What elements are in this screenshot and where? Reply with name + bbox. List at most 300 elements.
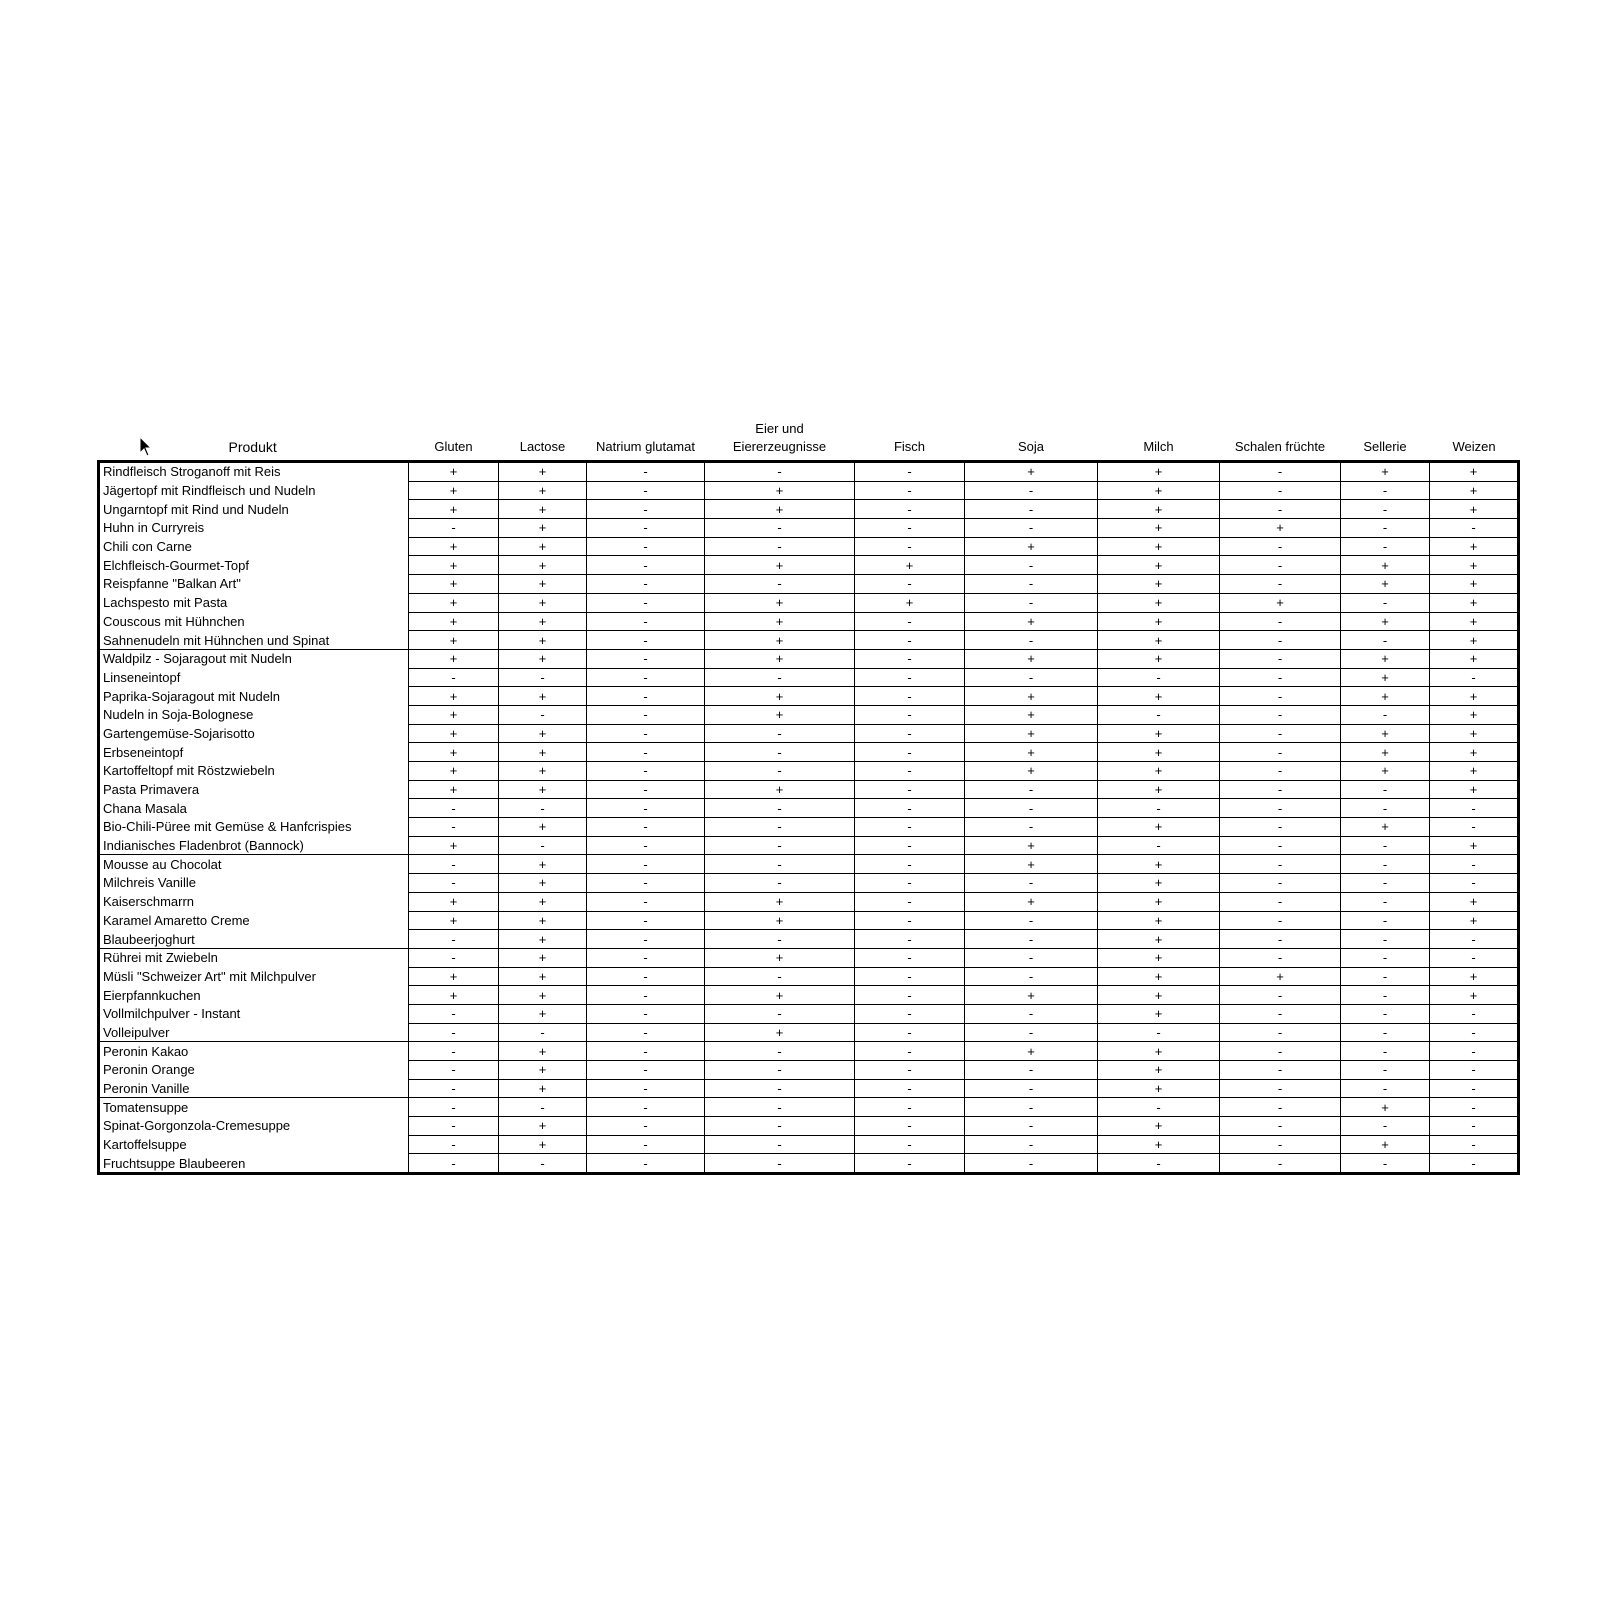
table-row — [99, 500, 1519, 519]
allergen-mark-cell: - — [705, 537, 855, 556]
product-name-cell: Lachspesto mit Pasta — [99, 593, 409, 612]
allergen-mark-cell: - — [587, 537, 705, 556]
product-name-cell: Couscous mit Hühnchen — [99, 612, 409, 631]
allergen-mark-cell: + — [499, 1042, 587, 1061]
allergen-mark-cell: - — [587, 612, 705, 631]
allergen-mark-cell: + — [1098, 930, 1220, 949]
table-row — [99, 967, 1519, 986]
allergen-mark-cell: + — [499, 500, 587, 519]
allergen-mark-cell: - — [1341, 948, 1430, 967]
header-row — [99, 420, 1519, 462]
allergen-mark-cell: - — [965, 1135, 1098, 1154]
table-row — [99, 1004, 1519, 1023]
table-row — [99, 930, 1519, 949]
allergen-mark-cell: - — [499, 1154, 587, 1174]
allergen-mark-cell: - — [587, 1023, 705, 1042]
allergen-mark-cell: + — [499, 481, 587, 500]
allergen-mark-cell: - — [705, 874, 855, 893]
allergen-mark-cell: + — [965, 836, 1098, 855]
allergen-mark-cell: - — [499, 799, 587, 818]
allergen-mark-cell: + — [965, 743, 1098, 762]
allergen-mark-cell: - — [1220, 1004, 1341, 1023]
allergen-mark-cell: + — [409, 892, 499, 911]
table-row — [99, 1135, 1519, 1154]
allergen-mark-cell: + — [1430, 612, 1519, 631]
allergen-mark-cell: - — [587, 967, 705, 986]
table-row — [99, 1042, 1519, 1061]
allergen-mark-cell: + — [499, 575, 587, 594]
allergen-mark-cell: + — [705, 1023, 855, 1042]
allergen-mark-cell: - — [587, 930, 705, 949]
allergen-mark-cell: - — [1098, 668, 1220, 687]
allergen-mark-cell: - — [1220, 762, 1341, 781]
allergen-mark-cell: + — [1098, 612, 1220, 631]
allergen-mark-cell: - — [1220, 1079, 1341, 1098]
allergen-mark-cell: + — [409, 967, 499, 986]
allergen-mark-cell: - — [587, 874, 705, 893]
allergen-mark-cell: - — [409, 948, 499, 967]
table-row — [99, 1023, 1519, 1042]
allergen-mark-cell: + — [1341, 462, 1430, 482]
allergen-mark-cell: + — [1098, 593, 1220, 612]
allergen-mark-cell: - — [587, 593, 705, 612]
allergen-mark-cell: + — [409, 724, 499, 743]
table-row — [99, 948, 1519, 967]
allergen-mark-cell: - — [1341, 1004, 1430, 1023]
allergen-mark-cell: - — [855, 631, 965, 650]
allergen-mark-cell: - — [587, 818, 705, 837]
allergen-mark-cell: + — [409, 649, 499, 668]
allergen-mark-cell: - — [855, 668, 965, 687]
allergen-mark-cell: - — [409, 668, 499, 687]
table-row — [99, 631, 1519, 650]
product-name-cell: Sahnenudeln mit Hühnchen und Spinat — [99, 631, 409, 650]
allergen-mark-cell: + — [1220, 593, 1341, 612]
product-name-cell: Kaiserschmarrn — [99, 892, 409, 911]
allergen-mark-cell: + — [1098, 911, 1220, 930]
allergen-mark-cell: - — [409, 1098, 499, 1117]
allergen-mark-cell: + — [409, 986, 499, 1005]
allergen-mark-cell: - — [855, 705, 965, 724]
allergen-mark-cell: - — [855, 575, 965, 594]
allergen-mark-cell: + — [1098, 1042, 1220, 1061]
allergen-mark-cell: - — [1430, 1061, 1519, 1080]
allergen-mark-cell: - — [1220, 481, 1341, 500]
allergen-mark-cell: + — [1220, 967, 1341, 986]
allergen-mark-cell: + — [409, 762, 499, 781]
allergen-mark-cell: + — [1098, 986, 1220, 1005]
column-header-lactose: Lactose — [519, 439, 566, 454]
allergen-mark-cell: + — [705, 986, 855, 1005]
allergen-mark-cell: + — [965, 1042, 1098, 1061]
allergen-mark-cell: + — [965, 462, 1098, 482]
allergen-mark-cell: - — [1220, 986, 1341, 1005]
allergen-mark-cell: + — [1098, 762, 1220, 781]
allergen-mark-cell: + — [1341, 1135, 1430, 1154]
allergen-mark-cell: - — [1341, 705, 1430, 724]
allergen-mark-cell: - — [1341, 537, 1430, 556]
allergen-mark-cell: - — [1341, 874, 1430, 893]
allergen-mark-cell: - — [1341, 593, 1430, 612]
allergen-mark-cell: - — [705, 967, 855, 986]
allergen-mark-cell: - — [499, 1098, 587, 1117]
allergen-mark-cell: - — [1220, 911, 1341, 930]
allergen-mark-cell: - — [855, 724, 965, 743]
allergen-mark-cell: + — [1098, 743, 1220, 762]
allergen-mark-cell: - — [855, 743, 965, 762]
allergen-mark-cell: + — [1220, 519, 1341, 538]
allergen-mark-cell: - — [705, 1042, 855, 1061]
allergen-mark-cell: - — [1220, 1135, 1341, 1154]
allergen-mark-cell: - — [1341, 1079, 1430, 1098]
allergen-mark-cell: - — [1341, 911, 1430, 930]
allergen-mark-cell: - — [1430, 1004, 1519, 1023]
allergen-mark-cell: - — [587, 1004, 705, 1023]
table-row — [99, 986, 1519, 1005]
allergen-mark-cell: - — [587, 948, 705, 967]
allergen-mark-cell: + — [499, 519, 587, 538]
allergen-mark-cell: - — [965, 780, 1098, 799]
allergen-mark-cell: + — [409, 593, 499, 612]
allergen-mark-cell: + — [1430, 724, 1519, 743]
allergen-mark-cell: - — [587, 1117, 705, 1136]
allergen-mark-cell: + — [499, 1004, 587, 1023]
allergen-mark-cell: - — [409, 818, 499, 837]
product-name-cell: Kartoffelsuppe — [99, 1135, 409, 1154]
allergen-mark-cell: + — [409, 836, 499, 855]
allergen-mark-cell: - — [1220, 799, 1341, 818]
allergen-mark-cell: - — [1220, 1061, 1341, 1080]
allergen-mark-cell: - — [409, 799, 499, 818]
allergen-mark-cell: - — [1430, 668, 1519, 687]
allergen-mark-cell: + — [1098, 631, 1220, 650]
allergen-mark-cell: - — [705, 1004, 855, 1023]
allergen-mark-cell: - — [1220, 556, 1341, 575]
product-name-cell: Karamel Amaretto Creme — [99, 911, 409, 930]
allergen-mark-cell: - — [1220, 462, 1341, 482]
table-row — [99, 668, 1519, 687]
allergen-mark-cell: - — [705, 1061, 855, 1080]
table-row — [99, 1154, 1519, 1174]
allergen-mark-cell: - — [409, 1023, 499, 1042]
allergen-mark-cell: - — [965, 668, 1098, 687]
allergen-mark-cell: - — [1341, 855, 1430, 874]
allergen-mark-cell: - — [1430, 1042, 1519, 1061]
allergen-mark-cell: + — [1341, 762, 1430, 781]
allergen-mark-cell: + — [1430, 649, 1519, 668]
allergen-mark-cell: - — [965, 818, 1098, 837]
allergen-mark-cell: + — [499, 462, 587, 482]
allergen-mark-cell: - — [587, 687, 705, 706]
allergen-mark-cell: + — [1341, 1098, 1430, 1117]
allergen-mark-cell: + — [1430, 892, 1519, 911]
allergen-mark-cell: - — [1341, 892, 1430, 911]
allergen-mark-cell: - — [855, 818, 965, 837]
allergen-mark-cell: + — [705, 649, 855, 668]
allergen-mark-cell: - — [965, 799, 1098, 818]
allergen-mark-cell: + — [1430, 911, 1519, 930]
allergen-mark-cell: + — [1098, 500, 1220, 519]
allergen-mark-cell: - — [965, 967, 1098, 986]
allergen-mark-cell: - — [705, 762, 855, 781]
allergen-mark-cell: - — [587, 1042, 705, 1061]
allergen-mark-cell: - — [705, 1098, 855, 1117]
allergen-mark-cell: - — [855, 462, 965, 482]
allergen-mark-cell: + — [499, 1079, 587, 1098]
allergen-mark-cell: - — [855, 1079, 965, 1098]
allergen-mark-cell: - — [855, 649, 965, 668]
table-row — [99, 724, 1519, 743]
allergen-mark-cell: - — [965, 1079, 1098, 1098]
allergen-sheet — [97, 420, 1517, 1175]
column-header-schalenfruechte: Schalen früchte — [1234, 439, 1326, 454]
product-name-cell: Kartoffeltopf mit Röstzwiebeln — [99, 762, 409, 781]
allergen-mark-cell: + — [409, 780, 499, 799]
allergen-mark-cell: - — [587, 1154, 705, 1174]
allergen-mark-cell: + — [965, 762, 1098, 781]
allergen-mark-cell: + — [409, 537, 499, 556]
allergen-mark-cell: + — [1098, 724, 1220, 743]
allergen-mark-cell: - — [965, 593, 1098, 612]
allergen-mark-cell: - — [855, 1135, 965, 1154]
allergen-mark-cell: + — [1341, 612, 1430, 631]
allergen-mark-cell: - — [1341, 799, 1430, 818]
allergen-mark-cell: + — [409, 500, 499, 519]
allergen-mark-cell: - — [965, 930, 1098, 949]
table-row — [99, 874, 1519, 893]
allergen-mark-cell: + — [409, 911, 499, 930]
table-row — [99, 687, 1519, 706]
table-body — [99, 462, 1519, 1174]
allergen-mark-cell: - — [1341, 500, 1430, 519]
allergen-mark-cell: + — [1341, 649, 1430, 668]
allergen-mark-cell: + — [1341, 818, 1430, 837]
table-row — [99, 818, 1519, 837]
allergen-mark-cell: - — [409, 930, 499, 949]
allergen-mark-cell: - — [855, 519, 965, 538]
allergen-mark-cell: + — [1098, 1135, 1220, 1154]
allergen-mark-cell: + — [965, 537, 1098, 556]
allergen-mark-cell: - — [855, 948, 965, 967]
product-name-cell: Chana Masala — [99, 799, 409, 818]
allergen-mark-cell: + — [1430, 593, 1519, 612]
allergen-mark-cell: - — [965, 481, 1098, 500]
allergen-mark-cell: + — [965, 855, 1098, 874]
allergen-mark-cell: + — [1341, 743, 1430, 762]
allergen-mark-cell: + — [965, 612, 1098, 631]
allergen-mark-cell: - — [1430, 948, 1519, 967]
allergen-mark-cell: + — [499, 649, 587, 668]
allergen-mark-cell: + — [1098, 556, 1220, 575]
table-row — [99, 537, 1519, 556]
allergen-mark-cell: + — [1430, 556, 1519, 575]
allergen-mark-cell: + — [499, 967, 587, 986]
allergen-mark-cell: + — [409, 631, 499, 650]
allergen-mark-cell: - — [1220, 1023, 1341, 1042]
allergen-mark-cell: + — [499, 948, 587, 967]
allergen-mark-cell: - — [587, 556, 705, 575]
allergen-mark-cell: + — [1098, 1061, 1220, 1080]
allergen-mark-cell: + — [1430, 500, 1519, 519]
allergen-mark-cell: - — [1430, 1135, 1519, 1154]
allergen-mark-cell: + — [409, 462, 499, 482]
allergen-mark-cell: - — [705, 836, 855, 855]
product-name-cell: Vollmilchpulver - Instant — [99, 1004, 409, 1023]
allergen-mark-cell: - — [855, 1061, 965, 1080]
allergen-mark-cell: - — [705, 724, 855, 743]
allergen-mark-cell: - — [1430, 874, 1519, 893]
allergen-mark-cell: - — [965, 1004, 1098, 1023]
allergen-mark-cell: - — [587, 724, 705, 743]
allergen-mark-cell: - — [855, 612, 965, 631]
allergen-mark-cell: - — [1430, 1023, 1519, 1042]
product-name-cell: Peronin Vanille — [99, 1079, 409, 1098]
allergen-mark-cell: + — [965, 687, 1098, 706]
allergen-mark-cell: + — [499, 780, 587, 799]
allergen-mark-cell: + — [1430, 705, 1519, 724]
allergen-mark-cell: - — [705, 1079, 855, 1098]
allergen-mark-cell: + — [499, 556, 587, 575]
allergen-mark-cell: + — [1098, 874, 1220, 893]
allergen-mark-cell: - — [855, 1004, 965, 1023]
allergen-mark-cell: - — [587, 462, 705, 482]
allergen-mark-cell: - — [587, 500, 705, 519]
allergen-mark-cell: - — [965, 500, 1098, 519]
table-row — [99, 1117, 1519, 1136]
allergen-mark-cell: + — [705, 892, 855, 911]
allergen-mark-cell: - — [499, 1023, 587, 1042]
allergen-mark-cell: - — [587, 1079, 705, 1098]
allergen-mark-cell: - — [1430, 1079, 1519, 1098]
allergen-mark-cell: + — [499, 874, 587, 893]
allergen-mark-cell: - — [855, 1098, 965, 1117]
allergen-mark-cell: + — [1430, 986, 1519, 1005]
allergen-mark-cell: + — [965, 892, 1098, 911]
allergen-mark-cell: - — [1220, 948, 1341, 967]
allergen-mark-cell: - — [1098, 1154, 1220, 1174]
allergen-mark-cell: + — [499, 593, 587, 612]
allergen-mark-cell: - — [587, 1098, 705, 1117]
allergen-mark-cell: + — [705, 612, 855, 631]
product-name-cell: Pasta Primavera — [99, 780, 409, 799]
allergen-mark-cell: - — [409, 874, 499, 893]
allergen-mark-cell: - — [1430, 1098, 1519, 1117]
allergen-mark-cell: - — [965, 1061, 1098, 1080]
table-row — [99, 593, 1519, 612]
table-row — [99, 1079, 1519, 1098]
allergen-mark-cell: + — [1098, 855, 1220, 874]
allergen-mark-cell: - — [587, 780, 705, 799]
allergen-mark-cell: - — [1220, 930, 1341, 949]
table-row — [99, 612, 1519, 631]
allergen-mark-cell: - — [1341, 1154, 1430, 1174]
product-name-cell: Volleipulver — [99, 1023, 409, 1042]
allergen-mark-cell: - — [1341, 836, 1430, 855]
allergen-mark-cell: - — [587, 519, 705, 538]
allergen-mark-cell: - — [965, 1154, 1098, 1174]
product-name-cell: Peronin Kakao — [99, 1042, 409, 1061]
table-row — [99, 911, 1519, 930]
allergen-mark-cell: + — [409, 481, 499, 500]
product-name-cell: Rührei mit Zwiebeln — [99, 948, 409, 967]
allergen-mark-cell: + — [1430, 481, 1519, 500]
product-name-cell: Jägertopf mit Rindfleisch und Nudeln — [99, 481, 409, 500]
allergen-mark-cell: - — [705, 519, 855, 538]
allergen-mark-cell: + — [499, 687, 587, 706]
allergen-mark-cell: - — [1220, 743, 1341, 762]
allergen-mark-cell: + — [705, 631, 855, 650]
allergen-mark-cell: + — [499, 892, 587, 911]
product-name-cell: Ungarntopf mit Rind und Nudeln — [99, 500, 409, 519]
allergen-mark-cell: - — [1220, 855, 1341, 874]
allergen-mark-cell: - — [1220, 818, 1341, 837]
allergen-mark-cell: - — [1341, 1061, 1430, 1080]
allergen-mark-cell: - — [587, 855, 705, 874]
allergen-mark-cell: + — [409, 556, 499, 575]
allergen-mark-cell: + — [499, 724, 587, 743]
allergen-mark-cell: - — [705, 1154, 855, 1174]
allergen-mark-cell: + — [499, 911, 587, 930]
allergen-mark-cell: + — [1098, 948, 1220, 967]
allergen-mark-cell: - — [587, 986, 705, 1005]
allergen-mark-cell: + — [499, 631, 587, 650]
allergen-mark-cell: + — [499, 1117, 587, 1136]
allergen-mark-cell: - — [965, 575, 1098, 594]
table-row — [99, 556, 1519, 575]
allergen-mark-cell: + — [499, 1061, 587, 1080]
allergen-mark-cell: - — [855, 967, 965, 986]
table-row — [99, 462, 1519, 482]
allergen-mark-cell: - — [1341, 1042, 1430, 1061]
allergen-mark-cell: - — [587, 911, 705, 930]
allergen-mark-cell: + — [499, 612, 587, 631]
allergen-mark-cell: - — [855, 481, 965, 500]
allergen-mark-cell: - — [409, 519, 499, 538]
allergen-mark-cell: + — [1098, 537, 1220, 556]
product-name-cell: Eierpfannkuchen — [99, 986, 409, 1005]
allergen-mark-cell: - — [1220, 687, 1341, 706]
table-row — [99, 780, 1519, 799]
allergen-mark-cell: + — [499, 1135, 587, 1154]
allergen-mark-cell: - — [1220, 575, 1341, 594]
allergen-mark-cell: - — [855, 874, 965, 893]
allergen-mark-cell: - — [1341, 967, 1430, 986]
allergen-mark-cell: - — [855, 1042, 965, 1061]
allergen-mark-cell: - — [1220, 1154, 1341, 1174]
product-name-cell: Peronin Orange — [99, 1061, 409, 1080]
allergen-mark-cell: - — [587, 1135, 705, 1154]
allergen-mark-cell: + — [1430, 743, 1519, 762]
allergen-mark-cell: - — [1430, 930, 1519, 949]
allergen-mark-cell: + — [409, 743, 499, 762]
allergen-mark-cell: + — [1430, 462, 1519, 482]
product-name-cell: Paprika-Sojaragout mit Nudeln — [99, 687, 409, 706]
column-header-produkt: Produkt — [228, 439, 277, 455]
allergen-mark-cell: - — [855, 855, 965, 874]
table-row — [99, 799, 1519, 818]
table-row — [99, 575, 1519, 594]
column-header-milch: Milch — [1143, 439, 1174, 454]
allergen-mark-cell: - — [499, 668, 587, 687]
allergen-mark-cell: - — [409, 855, 499, 874]
allergen-mark-cell: - — [587, 743, 705, 762]
product-name-cell: Tomatensuppe — [99, 1098, 409, 1117]
allergen-mark-cell: - — [587, 1061, 705, 1080]
allergen-mark-cell: - — [1430, 799, 1519, 818]
allergen-mark-cell: + — [409, 575, 499, 594]
column-header-natrium-glutamat: Natrium glutamat — [596, 439, 695, 454]
product-name-cell: Mousse au Chocolat — [99, 855, 409, 874]
